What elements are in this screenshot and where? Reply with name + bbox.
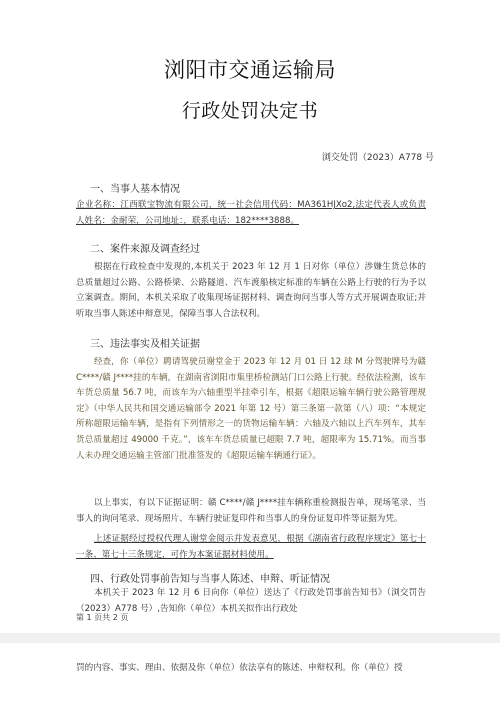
page-2-paragraph: 罚的内容、事实、理由、依据及你（单位）依法享有的陈述、申辩权利。你（单位）授 [76, 662, 403, 673]
section-heading-3: 三、违法事实及相关证据 [90, 339, 200, 350]
page-footer: 第 1 页共 2 页 [76, 613, 129, 622]
section-heading-2: 二、案件来源及调查经过 [90, 244, 200, 255]
section-3-paragraph-3: 上述证据经过授权代理人谢堂金阅示并发表意见，根据《湖南省行政程序规定》第七十一条、第七十三条规定，可作为本案证据材料使用。 [76, 534, 426, 560]
section-1-paragraph: 企业名称：江西联宝物流有限公司，统一社会信用代码：MA361HJXo2,法定代表人或负责人姓名：金耐荣，公司地址：，联系电话：182****3888。 [76, 200, 426, 226]
issuer-title: 浏阳市交通运输局 [164, 58, 336, 82]
section-4-paragraph: 本机关于 2023 年 12 月 6 日向你（单位）送达了《行政处罚事前告知书》（浏交罚告（2023）A778 号）,告知你（单位）本机关拟作出行政处 [76, 588, 426, 614]
section-2-paragraph: 根据在行政检查中发现的,本机关于 2023 年 12 月 1 日对你（单位）涉嫌生货总体的总质量超过公路、公路桥梁、公路隧道、汽车渡船核定标准的车辆在公路上行驶的行为予以立案调查。期间，本机关采取了收集现场证据材料、调查询问当事人等方式开展调查取证;并听取当事人陈述申辩意见，保障当事人合法权利。 [76, 262, 426, 319]
document-number: 浏交处罚（2023）A778 号 [321, 153, 434, 163]
page-divider [0, 633, 500, 643]
section-3-paragraph-2: 以上事实，有以下证据证明：赣 C****/赣 J****挂车辆称重检测报告单，现场笔录、当事人的询问笔录、现场照片、车辆行驶证复印件和当事人的身份证复印件等证据为凭。 [76, 498, 426, 524]
section-heading-4: 四、行政处罚事前告知与当事人陈述、申辩、听证情况 [90, 574, 330, 585]
document-title: 行政处罚决定书 [181, 100, 319, 122]
section-3-paragraph-1: 经查，你（单位）聘请驾驶员谢堂金于 2023 年 12 月 01 日 12 球 M 分驾驶牌号为赣 C****/赣 J****挂的车辆，在湖南省浏阳市集里桥检测站门口公路上行驶。经依法检测，该车车货总质量 56.7 吨，而该车为六轴重型半挂牵引车，根据《超限运输车辆行驶公路管理规定》（中华人民共和国交通运输部令 2021 年第 12 号）第三条第一款第（八）项：“本规定所称超限运输车辆，是指有下列情形之一的货物运输车辆：六轴及六轴以上汽车列车，其车货总质量超过 49000 千克。”，该车车货总质量已超限 7.7 吨，超限率为 15.71%。而当事人未办理交通运输主管部门批准签发的《超限运输车辆通行证》。 [76, 357, 426, 461]
section-heading-1: 一、当事人基本情况 [90, 184, 180, 195]
